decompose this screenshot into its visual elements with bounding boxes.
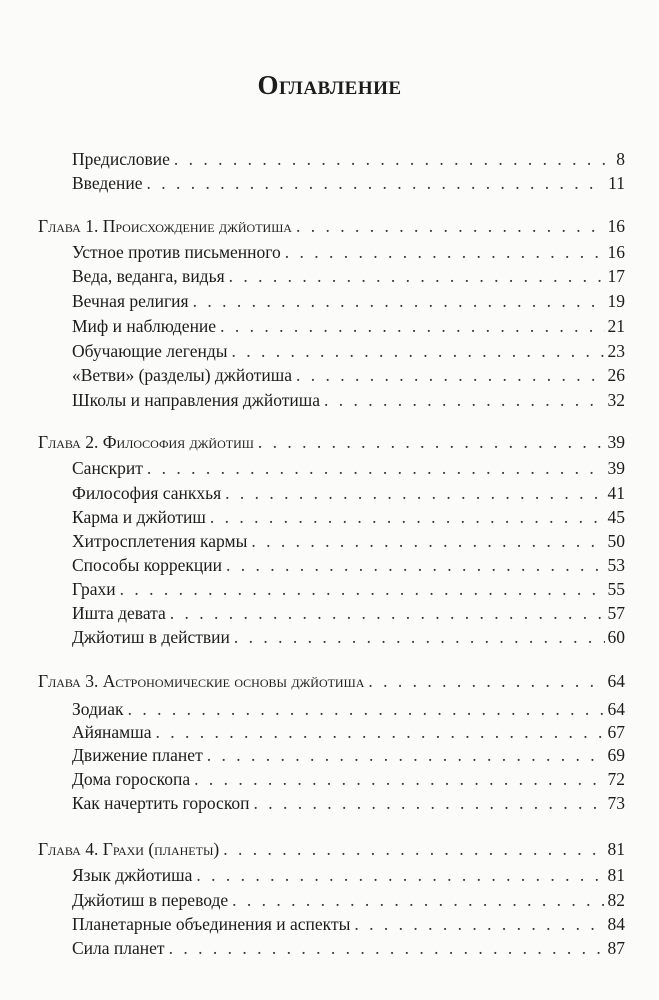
toc-entry-page: 8	[616, 149, 625, 169]
toc-entry-page: 21	[607, 316, 625, 336]
toc-entry	[72, 889, 625, 911]
dot-leader	[120, 578, 605, 600]
toc-entry	[72, 792, 625, 814]
dot-leader	[229, 265, 605, 287]
toc-entry	[72, 937, 625, 959]
toc-entry-page: 57	[607, 603, 625, 623]
dot-leader	[225, 482, 604, 504]
toc-entry-page: 45	[607, 507, 625, 527]
toc-entry	[72, 265, 625, 287]
dot-leader	[207, 744, 605, 766]
toc-entry-label: «Ветви» (разделы) джйотиша	[72, 365, 293, 385]
dot-leader	[234, 626, 605, 648]
toc-chapter	[38, 215, 625, 237]
toc-entry-label: Язык джйотиша	[72, 865, 193, 885]
toc-entry-page: 55	[607, 579, 625, 599]
toc-entry-page: 39	[607, 458, 625, 478]
toc-entry	[72, 864, 625, 886]
dot-leader	[258, 431, 605, 453]
dot-leader	[232, 340, 605, 362]
page-title: Оглавление	[257, 70, 402, 100]
toc-entry-label: Айянамша	[72, 722, 152, 742]
toc-entry-page: 19	[607, 291, 625, 311]
toc-entry-page: 11	[608, 173, 625, 193]
toc-entry-label: Зодиак	[72, 699, 124, 719]
toc-chapter-label: Глава 1. Происхождение джйотиша	[38, 216, 292, 236]
dot-leader	[169, 937, 605, 959]
toc-entry	[72, 578, 625, 600]
toc-entry	[72, 172, 625, 194]
toc-entry-label: Джйотиш в действии	[72, 627, 230, 647]
toc-chapter	[38, 670, 625, 692]
toc-entry-label: Ишта девата	[72, 603, 166, 623]
toc-entry-page: 50	[607, 531, 625, 551]
toc-entry-page: 87	[607, 938, 625, 958]
dot-leader	[232, 889, 604, 911]
toc-entry-label: Движение планет	[72, 745, 203, 765]
toc-entry-page: 73	[607, 793, 625, 813]
dot-leader	[174, 148, 613, 170]
dot-leader	[170, 602, 605, 624]
dot-leader	[210, 506, 605, 528]
toc-chapter-page: 39	[607, 432, 625, 452]
dot-leader	[128, 698, 605, 720]
toc-chapter-label: Глава 2. Философия джйотиш	[38, 432, 254, 452]
toc-entry-label: Введение	[72, 173, 143, 193]
dot-leader	[147, 172, 606, 194]
dot-leader	[194, 768, 604, 790]
toc-entry-label: Предисловие	[72, 149, 170, 169]
dot-leader	[147, 457, 605, 479]
toc-entry-page: 67	[607, 722, 625, 742]
toc-entry-label: Веда, веданга, видья	[72, 266, 225, 286]
toc-entry-label: Школы и направления джйотиша	[72, 390, 320, 410]
toc-chapter-label: Глава 4. Грахи (планеты)	[38, 839, 220, 859]
toc-entry	[72, 290, 625, 312]
toc-entry-label: Хитросплетения кармы	[72, 531, 248, 551]
toc-entry	[72, 768, 625, 790]
toc-chapter	[38, 838, 625, 860]
toc-entry-page: 72	[607, 769, 625, 789]
toc-entry-label: Джйотиш в переводе	[72, 890, 229, 910]
toc-entry-page: 16	[607, 242, 625, 262]
toc-entry-page: 32	[607, 390, 625, 410]
dot-leader	[285, 241, 605, 263]
toc-entry	[72, 482, 625, 504]
toc-entry-label: Планетарные объединения и аспекты	[72, 914, 351, 934]
toc-entry-page: 81	[607, 865, 625, 885]
toc-entry	[72, 340, 625, 362]
toc-entry	[72, 721, 625, 743]
toc-entry	[72, 148, 625, 170]
toc-entry-page: 69	[607, 745, 625, 765]
toc-entry-page: 64	[607, 699, 625, 719]
toc-entry	[72, 554, 625, 576]
dot-leader	[254, 792, 605, 814]
dot-leader	[226, 554, 604, 576]
toc-chapter	[38, 431, 625, 453]
dot-leader	[296, 364, 604, 386]
toc-chapter-label: Глава 3. Астрономические основы джйотиша	[38, 671, 365, 691]
dot-leader	[324, 389, 605, 411]
toc-entry-label: Способы коррекции	[72, 555, 223, 575]
dot-leader	[368, 670, 604, 692]
toc-entry-page: 53	[607, 555, 625, 575]
toc-entry	[72, 364, 625, 386]
toc-chapter-page: 16	[607, 216, 625, 236]
dot-leader	[220, 315, 604, 337]
toc-entry-label: Дома гороскопа	[72, 769, 191, 789]
dot-leader	[193, 290, 605, 312]
toc-entry	[72, 913, 625, 935]
toc-entry-label: Сила планет	[72, 938, 165, 958]
toc-entry	[72, 241, 625, 263]
toc-entry-label: Философия санкхья	[72, 483, 222, 503]
toc-entry-label: Вечная религия	[72, 291, 189, 311]
toc-entry	[72, 530, 625, 552]
toc-entry	[72, 457, 625, 479]
toc-entry-label: Как начертить гороскоп	[72, 793, 250, 813]
toc-entry	[72, 389, 625, 411]
dot-leader	[196, 864, 604, 886]
dot-leader	[223, 838, 604, 860]
toc-entry-page: 41	[607, 483, 625, 503]
toc-entry-page: 26	[607, 365, 625, 385]
toc-entry	[72, 626, 625, 648]
toc-entry-page: 17	[607, 266, 625, 286]
dot-leader	[251, 530, 604, 552]
dot-leader	[296, 215, 605, 237]
toc-entry-page: 23	[607, 341, 625, 361]
dot-leader	[156, 721, 605, 743]
toc-chapter-page: 81	[607, 839, 625, 859]
toc-entry-label: Устное против письменного	[72, 242, 281, 262]
toc-entry-page: 82	[607, 890, 625, 910]
toc-entry-label: Карма и джйотиш	[72, 507, 206, 527]
toc-entry	[72, 602, 625, 624]
toc-entry	[72, 315, 625, 337]
toc-entry	[72, 698, 625, 720]
toc-entry-label: Обучающие легенды	[72, 341, 228, 361]
toc-chapter-page: 64	[607, 671, 625, 691]
toc-entry-label: Санскрит	[72, 458, 143, 478]
toc-entry-label: Грахи	[72, 579, 116, 599]
toc-entry-page: 60	[607, 627, 625, 647]
toc-entry-page: 84	[607, 914, 625, 934]
toc-entry	[72, 506, 625, 528]
toc-entry-label: Миф и наблюдение	[72, 316, 217, 336]
dot-leader	[354, 913, 604, 935]
toc-entry	[72, 744, 625, 766]
